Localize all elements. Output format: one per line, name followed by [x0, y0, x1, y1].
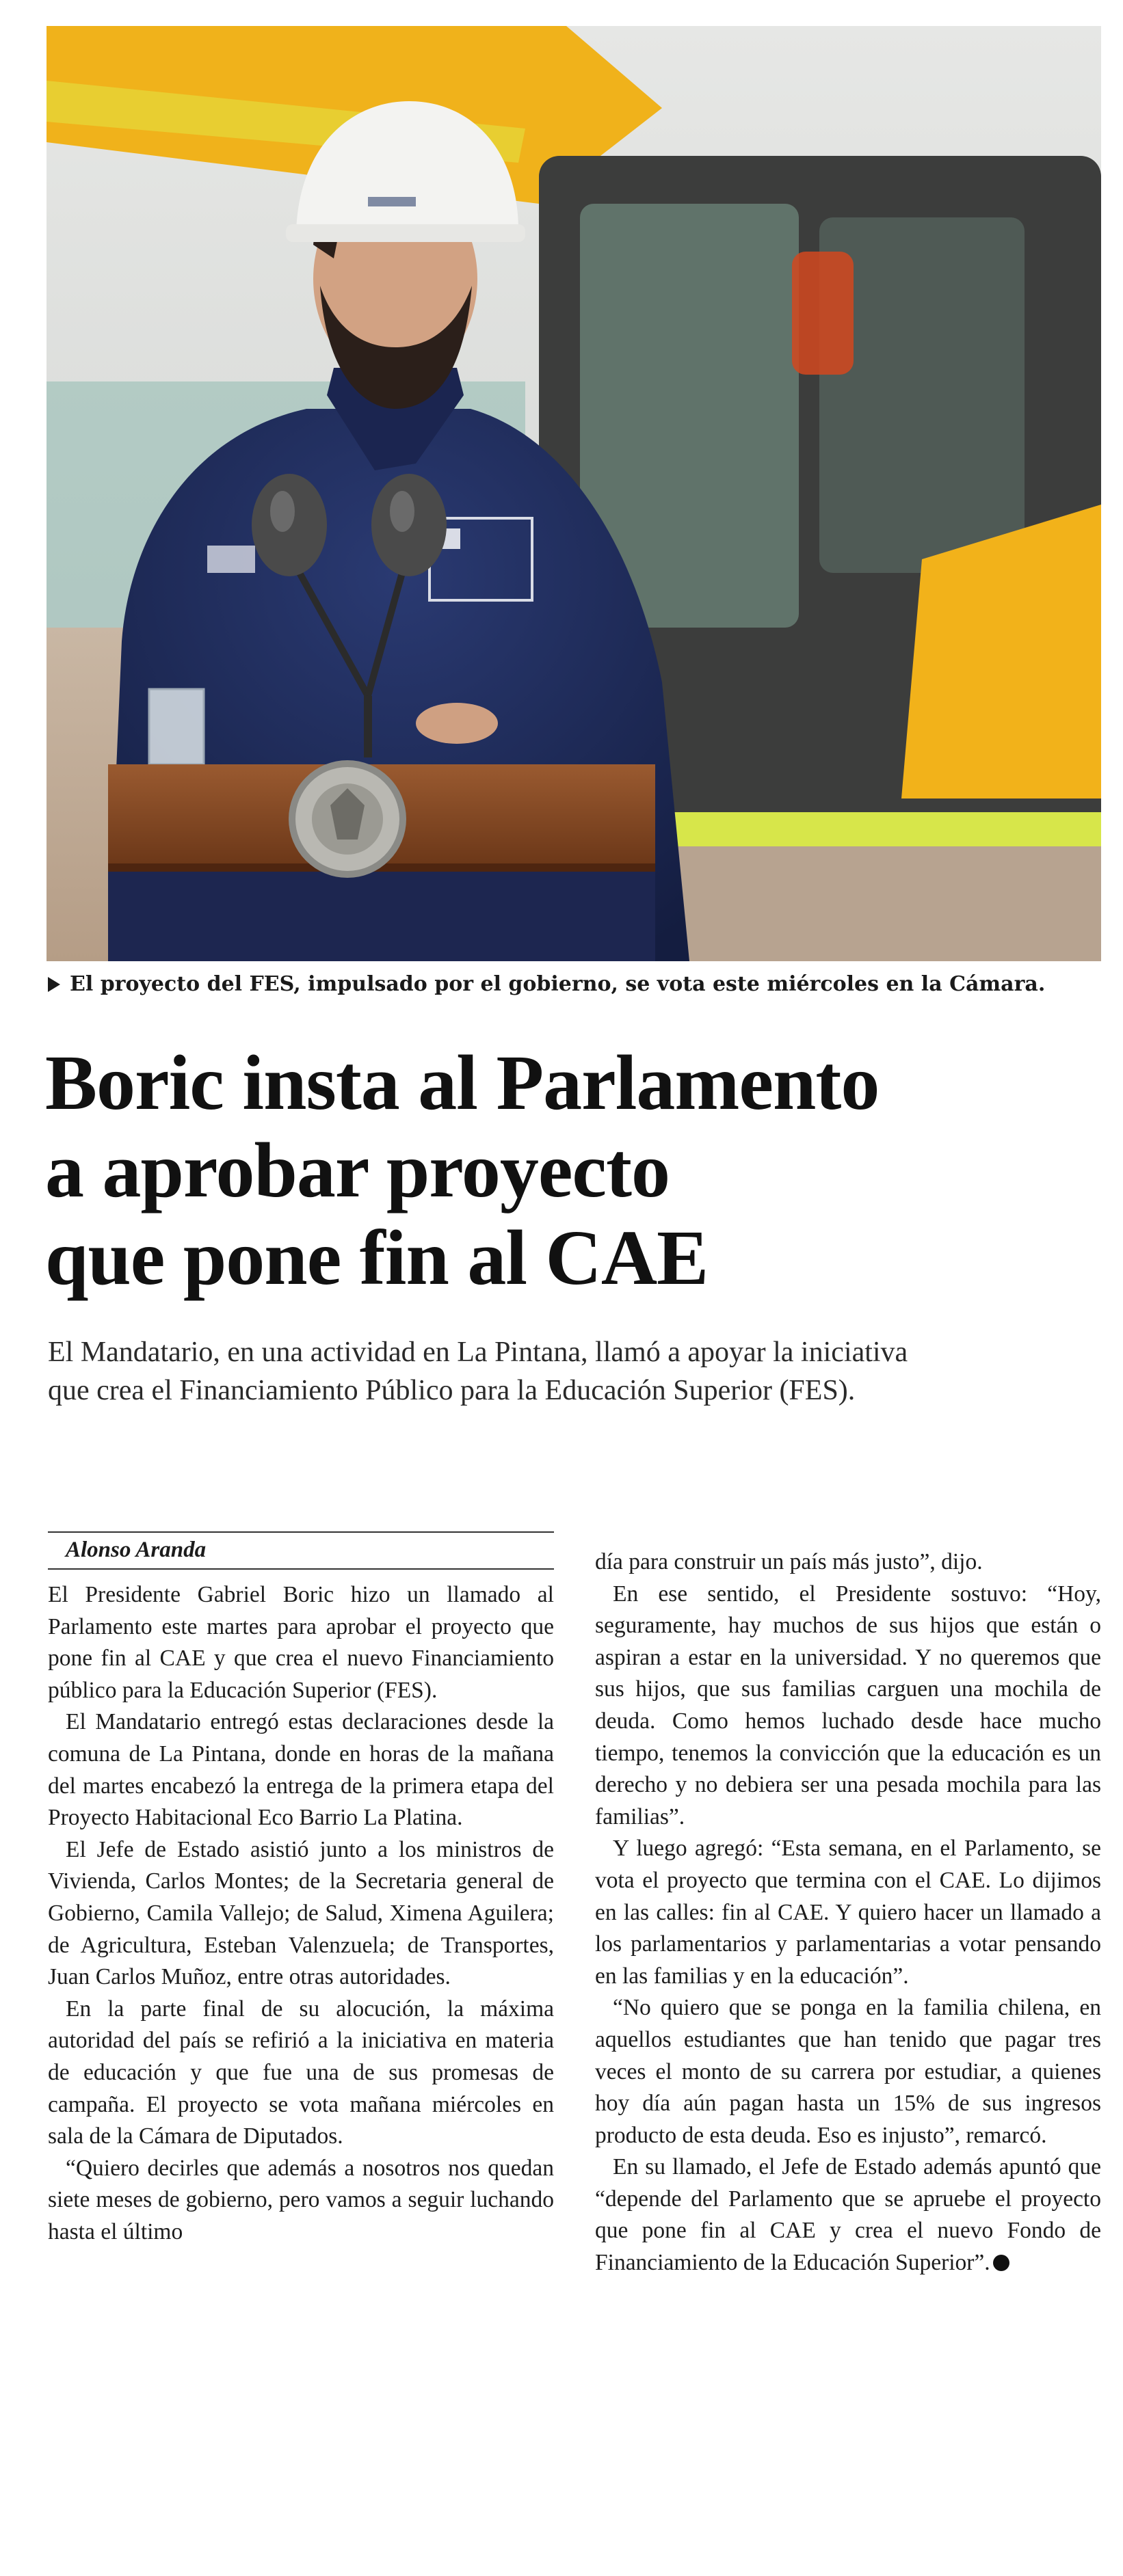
article-paragraph: En la parte final de su alocución, la máxima autoridad del país se refirió a la iniciativa en materia de educación y que fue una de sus promesas de campaña. El proyecto se vota mañana miércoles en sala de la Cámara de Diputados. — [48, 1996, 554, 2149]
deck-line: que crea el Financiamiento Público para la Educación Superior (FES). — [48, 1375, 856, 1406]
article-paragraph: El Presidente Gabriel Boric hizo un llamado al Parlamento este martes para aprobar el proyecto que pone fin al CAE y que crea el nuevo Financiamiento público para la Educación Superior (FES). — [48, 1582, 554, 1703]
article-column-right — [595, 1546, 1101, 2279]
article-column-left — [48, 1531, 554, 2248]
article-paragraph: El Mandatario entregó estas declaraciones desde la comuna de La Pintana, donde en horas de la mañana del martes encabezó la entrega de la primera etapa del Proyecto Habitacional Eco Barrio La Platina. — [48, 1709, 554, 1831]
article-paragraph: día para construir un país más justo”, dijo. — [595, 1549, 983, 1574]
news-photo — [47, 26, 1101, 961]
deck-line: El Mandatario, en una actividad en La Pintana, llamó a apoyar la iniciativa — [48, 1337, 908, 1368]
caption-arrow-icon — [48, 977, 60, 992]
byline: Alonso Aranda — [66, 1538, 207, 1562]
deck-summary — [48, 1333, 1115, 1410]
headline — [45, 1039, 1085, 1302]
caption-text: El proyecto del FES, impulsado por el gobierno, se vota este miércoles en la Cámara. — [70, 972, 1046, 996]
headline-line: que pone fin al CAE — [45, 1214, 709, 1301]
headline-line: a aprobar proyecto — [45, 1127, 670, 1213]
article-paragraph: “No quiero que se ponga en la familia chilena, en aquellos estudiantes que han tenido que pagar tres veces el monto de su carrera por estudiar, a quienes hoy día aún pagan hasta un 15% de sus ingresos producto de esta deuda. Eso es injusto”, remarcó. — [595, 1995, 1101, 2148]
byline-rule-bottom — [48, 1568, 554, 1570]
article-paragraph-text: En su llamado, el Jefe de Estado además apuntó que “depende del Parlamento que se apruebe el proyecto que pone fin al CAE y crea el nuevo Fondo de Financiamiento de la Educación Superior”. — [595, 2154, 1101, 2276]
seal-icon — [289, 760, 406, 878]
end-mark-icon — [993, 2255, 1009, 2271]
article-paragraph: Y luego agregó: “Esta semana, en el Parlamento, se vota el proyecto que termina con el CAE. Lo dijimos en las calles: fin al CAE. Y quiero hacer un llamado a los parlamentarios y parlamentarias a votar pensando en las familias y en la educación”. — [595, 1836, 1101, 1989]
photo-caption — [48, 969, 1101, 999]
article-paragraph-last — [595, 2151, 1101, 2279]
article-paragraph: El Jefe de Estado asistió junto a los ministros de Vivienda, Carlos Montes; de la Secretaria general de Gobierno, Camila Vallejo; de Salud, Ximena Aguilera; de Agricultura, Esteban Valenzuela; de Transportes, Juan Carlos Muñoz, entre otras autoridades. — [48, 1836, 554, 1990]
article-paragraph: “Quiero decirles que además a nosotros nos quedan siete meses de gobierno, pero vamos a seguir luchando hasta el último — [48, 2155, 554, 2244]
article-paragraph: En ese sentido, el Presidente sostuvo: “Hoy, seguramente, hay muchos de sus hijos que están o aspiran a estar en la universidad. Y no queremos que sus hijos, que sus familias carguen una mochila de deuda. Como hemos luchado desde hace mucho tiempo, tenemos la convicción que la educación es un derecho y no debiera ser una pesada mochila para las familias”. — [595, 1581, 1101, 1829]
headline-line: Boric insta al Parlamento — [45, 1039, 880, 1126]
photo-illustration — [47, 26, 1101, 961]
